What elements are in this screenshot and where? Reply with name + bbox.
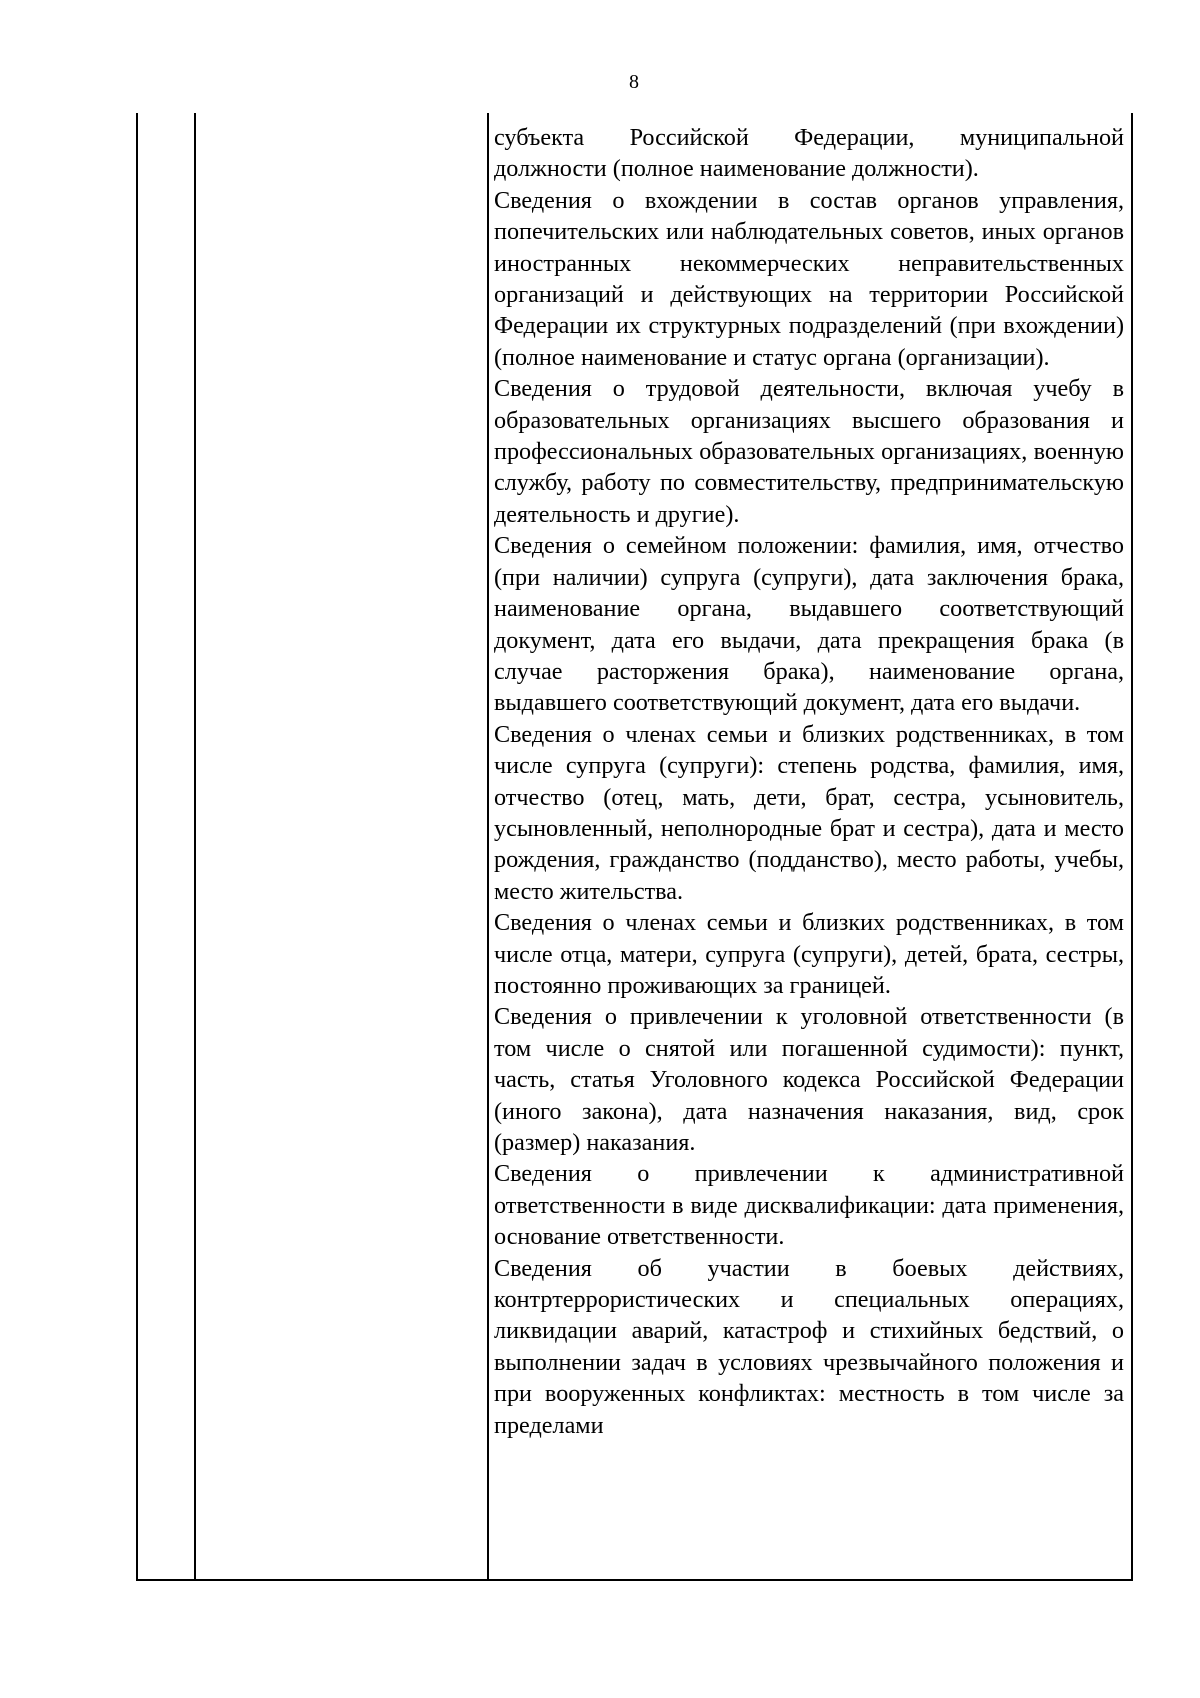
paragraph-relatives: Сведения о членах семьи и близких родственниках, в том числе супруга (супруги): степень родства, фамилия, имя, отчество (отец, мать, дети, брат, сестра, усыновитель, усыновленный, неполнородные брат и сестра), дата и место рождения, гражданство (подданство), место работы, учебы, место жительства.: [494, 720, 1124, 905]
paragraph-employment: Сведения о трудовой деятельности, включая учебу в образовательных организациях высшего образования и профессиональных образовательных организациях, военную службу, работу по совместительству, предпринимательскую деятельность и другие).: [494, 375, 1124, 528]
page-number: 8: [629, 71, 639, 93]
paragraph-combat-participation: Сведения об участии в боевых действиях, контртеррористических и специальных операциях, ликвидации аварий, катастроф и стихийных бедствий, о выполнении задач в условиях чрезвычайного положения и при вооруженных конфликтах: местность в том числе за пределами: [494, 1254, 1124, 1439]
table-column-divider-1: [194, 113, 196, 1580]
paragraph-governing-bodies: Сведения о вхождении в состав органов управления, попечительских или наблюдательных советов, иных органов иностранных некоммерческих неправительственных организаций и действующих на территории Российской Федерации их структурных подразделений (при вхождении) (полное наименование и статус органа (организации).: [494, 186, 1124, 371]
table-cell-content: [494, 122, 1124, 1441]
table-column-divider-2: [487, 113, 489, 1580]
paragraph-criminal-liability: Сведения о привлечении к уголовной ответственности (в том числе о снятой или погашенной судимости): пункт, часть, статья Уголовного кодекса Российской Федерации (иного закона), дата назначения наказания, вид, срок (размер) наказания.: [494, 1003, 1124, 1156]
paragraph-administrative-liability: Сведения о привлечении к административной ответственности в виде дисквалификации: дата применения, основание ответственности.: [494, 1160, 1124, 1251]
table-border-bottom: [136, 1579, 1133, 1581]
paragraph-relatives-abroad: Сведения о членах семьи и близких родственниках, в том числе отца, матери, супруга (супруги), детей, брата, сестры, постоянно проживающих за границей.: [494, 909, 1124, 999]
paragraph-position-continuation: субъекта Российской Федерации, муниципальной должности (полное наименование должности).: [494, 124, 1124, 183]
paragraph-marital-status: Сведения о семейном положении: фамилия, имя, отчество (при наличии) супруга (супруги), дата заключения брака, наименование органа, выдавшего соответствующий документ, дата его выдачи, дата прекращения брака (в случае расторжения брака), наименование органа, выдавшего соответствующий документ, дата его выдачи.: [494, 532, 1124, 717]
table-border-left: [136, 113, 138, 1580]
table-border-right: [1131, 113, 1133, 1580]
